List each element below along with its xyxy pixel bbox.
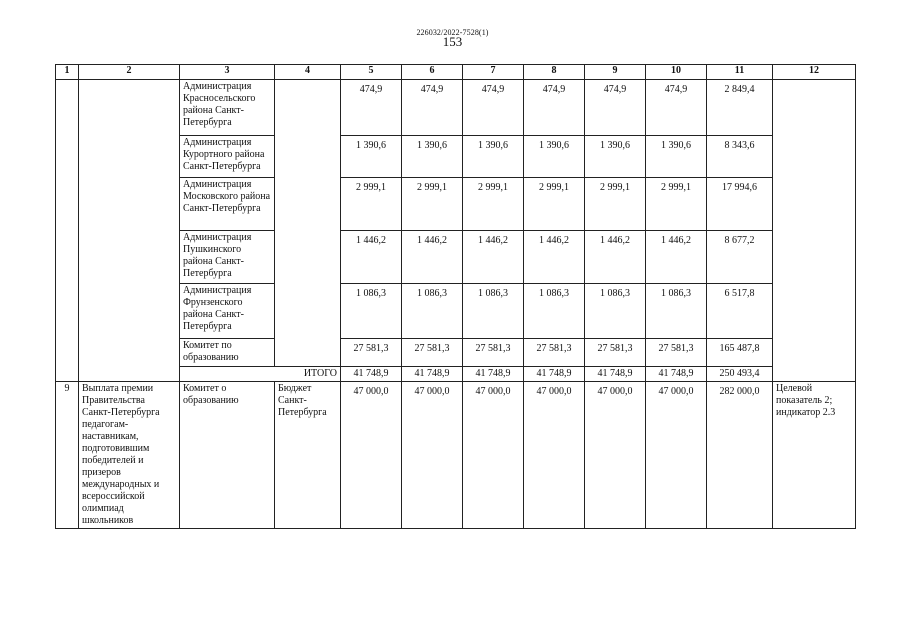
executor-cell: Администрация Московского района Санкт-Петербурга bbox=[180, 178, 275, 231]
value-cell: 8 677,2 bbox=[707, 231, 773, 284]
value-cell: 47 000,0 bbox=[341, 382, 402, 529]
value-cell: 2 999,1 bbox=[402, 178, 463, 231]
value-cell: 474,9 bbox=[402, 80, 463, 136]
value-cell: 1 390,6 bbox=[402, 136, 463, 178]
page-number: 153 bbox=[442, 34, 463, 49]
value-cell: 2 999,1 bbox=[463, 178, 524, 231]
value-cell: 6 517,8 bbox=[707, 284, 773, 339]
activity-name: Выплата премии Правительства Санкт-Петербурга педагогам-наставникам, подготовившим победителей и призеров международных и всероссийской олимпиад школьников bbox=[79, 382, 180, 529]
table-row bbox=[56, 80, 856, 136]
value-cell: 27 581,3 bbox=[524, 339, 585, 367]
value-cell: 47 000,0 bbox=[646, 382, 707, 529]
section-number: 9 bbox=[56, 382, 79, 529]
value-cell: 47 000,0 bbox=[585, 382, 646, 529]
value-cell: 47 000,0 bbox=[524, 382, 585, 529]
col-header-1: 1 bbox=[56, 65, 79, 80]
value-cell: 1 086,3 bbox=[524, 284, 585, 339]
value-cell: 1 446,2 bbox=[402, 231, 463, 284]
col-header-11: 11 bbox=[707, 65, 773, 80]
col-header-6: 6 bbox=[402, 65, 463, 80]
funding-source: Бюджет Санкт-Петербурга bbox=[275, 382, 341, 529]
total-value: 41 748,9 bbox=[585, 367, 646, 382]
value-cell: 1 086,3 bbox=[585, 284, 646, 339]
value-cell: 1 446,2 bbox=[341, 231, 402, 284]
value-cell: 474,9 bbox=[463, 80, 524, 136]
total-label: ИТОГО bbox=[180, 367, 341, 382]
executor-cell: Администрация Курортного района Санкт-Петербурга bbox=[180, 136, 275, 178]
col-header-12: 12 bbox=[773, 65, 856, 80]
value-cell: 1 390,6 bbox=[341, 136, 402, 178]
col-header-4: 4 bbox=[275, 65, 341, 80]
total-value: 41 748,9 bbox=[341, 367, 402, 382]
total-value: 41 748,9 bbox=[646, 367, 707, 382]
value-cell: 1 446,2 bbox=[646, 231, 707, 284]
indicator-cell: Целевой показатель 2; индикатор 2.3 bbox=[773, 382, 856, 529]
total-value: 250 493,4 bbox=[707, 367, 773, 382]
total-value: 41 748,9 bbox=[524, 367, 585, 382]
value-cell: 1 390,6 bbox=[585, 136, 646, 178]
value-cell: 282 000,0 bbox=[707, 382, 773, 529]
col-header-3: 3 bbox=[180, 65, 275, 80]
column-number-row bbox=[56, 65, 856, 80]
merged-blank-col-1 bbox=[56, 80, 79, 382]
value-cell: 1 390,6 bbox=[524, 136, 585, 178]
document-number: 226032/2022-7528(1) bbox=[416, 28, 489, 37]
value-cell: 27 581,3 bbox=[341, 339, 402, 367]
executor-cell: Комитет о образованию bbox=[180, 382, 275, 529]
value-cell: 8 343,6 bbox=[707, 136, 773, 178]
value-cell: 1 086,3 bbox=[402, 284, 463, 339]
value-cell: 2 849,4 bbox=[707, 80, 773, 136]
value-cell: 474,9 bbox=[524, 80, 585, 136]
value-cell: 47 000,0 bbox=[402, 382, 463, 529]
value-cell: 2 999,1 bbox=[341, 178, 402, 231]
total-value: 41 748,9 bbox=[463, 367, 524, 382]
value-cell: 1 086,3 bbox=[463, 284, 524, 339]
value-cell: 2 999,1 bbox=[524, 178, 585, 231]
col-header-10: 10 bbox=[646, 65, 707, 80]
section-9-row bbox=[56, 382, 856, 529]
value-cell: 1 446,2 bbox=[524, 231, 585, 284]
executor-cell: Администрация Красносельского района Санкт-Петербурга bbox=[180, 80, 275, 136]
value-cell: 27 581,3 bbox=[463, 339, 524, 367]
merged-blank-col-4 bbox=[275, 80, 341, 367]
value-cell: 1 086,3 bbox=[341, 284, 402, 339]
executor-cell: Администрация Фрунзенского района Санкт-Петербурга bbox=[180, 284, 275, 339]
total-value: 41 748,9 bbox=[402, 367, 463, 382]
col-header-5: 5 bbox=[341, 65, 402, 80]
value-cell: 2 999,1 bbox=[585, 178, 646, 231]
value-cell: 1 446,2 bbox=[463, 231, 524, 284]
value-cell: 17 994,6 bbox=[707, 178, 773, 231]
col-header-8: 8 bbox=[524, 65, 585, 80]
value-cell: 474,9 bbox=[585, 80, 646, 136]
value-cell: 1 390,6 bbox=[646, 136, 707, 178]
executor-cell: Комитет по образованию bbox=[180, 339, 275, 367]
col-header-9: 9 bbox=[585, 65, 646, 80]
value-cell: 474,9 bbox=[341, 80, 402, 136]
value-cell: 1 086,3 bbox=[646, 284, 707, 339]
merged-blank-col-12 bbox=[773, 80, 856, 382]
value-cell: 2 999,1 bbox=[646, 178, 707, 231]
value-cell: 1 446,2 bbox=[585, 231, 646, 284]
value-cell: 1 390,6 bbox=[463, 136, 524, 178]
col-header-2: 2 bbox=[79, 65, 180, 80]
value-cell: 165 487,8 bbox=[707, 339, 773, 367]
col-header-7: 7 bbox=[463, 65, 524, 80]
program-table bbox=[55, 64, 856, 529]
value-cell: 27 581,3 bbox=[585, 339, 646, 367]
value-cell: 27 581,3 bbox=[646, 339, 707, 367]
merged-blank-col-2 bbox=[79, 80, 180, 382]
value-cell: 474,9 bbox=[646, 80, 707, 136]
executor-cell: Администрация Пушкинского района Санкт-Петербурга bbox=[180, 231, 275, 284]
value-cell: 27 581,3 bbox=[402, 339, 463, 367]
value-cell: 47 000,0 bbox=[463, 382, 524, 529]
